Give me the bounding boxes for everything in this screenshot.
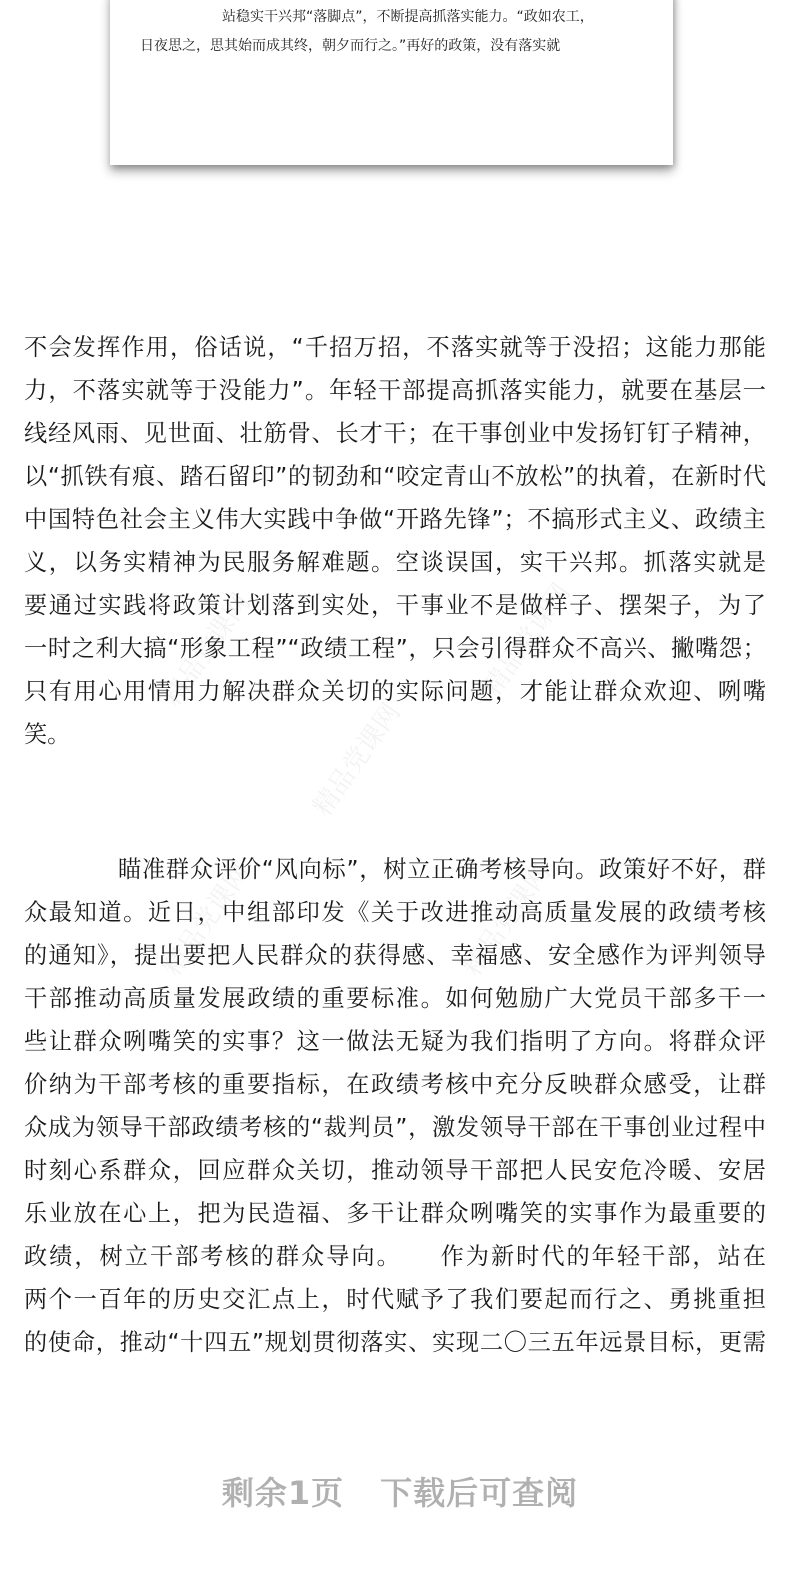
text-line: 一时之利大搞“形象工程”“政绩工程”，只会引得群众不高兴、撇嘴怨； <box>24 635 766 662</box>
text-line: 政绩，树立干部考核的群众导向。 作为新时代的年轻干部，站在 <box>24 1243 766 1270</box>
card-line: 日夜思之，思其始而成其终，朝夕而行之。”再好的政策，没有落实就 <box>140 38 561 54</box>
text-line: 笑。 <box>24 721 71 748</box>
text-line: 价纳为干部考核的重要指标，在政绩考核中充分反映群众感受，让群 <box>24 1071 766 1098</box>
text-line: 干部推动高质量发展政绩的重要标准。如何勉励广大党员干部多干一 <box>24 985 766 1012</box>
paragraph-2 <box>24 848 766 1364</box>
download-hint-label[interactable]: 下载后可查阅 <box>380 1474 579 1512</box>
text-line: 众成为领导干部政绩考核的“裁判员”，激发领导干部在干事创业过程中 <box>24 1114 766 1141</box>
watermark: 精品党课网 <box>157 588 257 712</box>
watermark: 精品党课网 <box>457 858 557 982</box>
watermark: 精品党课网 <box>307 698 407 822</box>
text-line: 中国特色社会主义伟大实践中争做“开路先锋”；不搞形式主义、政绩主 <box>24 506 766 533</box>
preview-page-card <box>110 0 673 165</box>
text-line: 些让群众咧嘴笑的实事？这一做法无疑为我们指明了方向。将群众评 <box>24 1028 766 1055</box>
text-line: 众最知道。近日，中组部印发《关于改进推动高质量发展的政绩考核 <box>24 899 766 926</box>
text-line: 时刻心系群众，回应群众关切，推动领导干部把人民安危冷暖、安居 <box>24 1157 766 1184</box>
text-line: 的使命，推动“十四五”规划贯彻落实、实现二〇三五年远景目标，更需 <box>24 1329 766 1356</box>
text-line: 只有用心用情用力解决群众关切的实际问题，才能让群众欢迎、咧嘴 <box>24 678 766 705</box>
text-line: 以“抓铁有痕、踏石留印”的韧劲和“咬定青山不放松”的执着，在新时代 <box>24 463 766 490</box>
text-line: 乐业放在心上，把为民造福、多干让群众咧嘴笑的实事作为最重要的 <box>24 1200 766 1227</box>
text-line: 瞄准群众评价“风向标”，树立正确考核导向。政策好不好，群 <box>118 856 766 883</box>
download-prompt[interactable] <box>0 1468 800 1514</box>
text-line: 线经风雨、见世面、壮筋骨、长才干；在干事创业中发扬钉钉子精神， <box>24 420 766 447</box>
watermark: 精品党课网 <box>477 578 577 702</box>
text-line: 义，以务实精神为民服务解难题。空谈误国，实干兴邦。抓落实就是 <box>24 549 766 576</box>
text-line: 的通知》，提出要把人民群众的获得感、幸福感、安全感作为评判领导 <box>24 942 766 969</box>
text-line: 两个一百年的历史交汇点上，时代赋予了我们要起而行之、勇挑重担 <box>24 1286 766 1313</box>
card-line: 站稳实干兴邦“落脚点”，不断提高抓落实能力。“政如农工， <box>222 9 594 25</box>
remaining-pages-label: 剩余1页 <box>221 1474 345 1512</box>
watermark: 精品党课网 <box>157 858 257 982</box>
text-line: 不会发挥作用，俗话说，“千招万招，不落实就等于没招；这能力那能 <box>24 334 766 361</box>
paragraph-1 <box>24 326 766 756</box>
text-line: 力，不落实就等于没能力”。年轻干部提高抓落实能力，就要在基层一 <box>24 377 766 404</box>
text-line: 要通过实践将政策计划落到实处，干事业不是做样子、摆架子，为了 <box>24 592 766 619</box>
